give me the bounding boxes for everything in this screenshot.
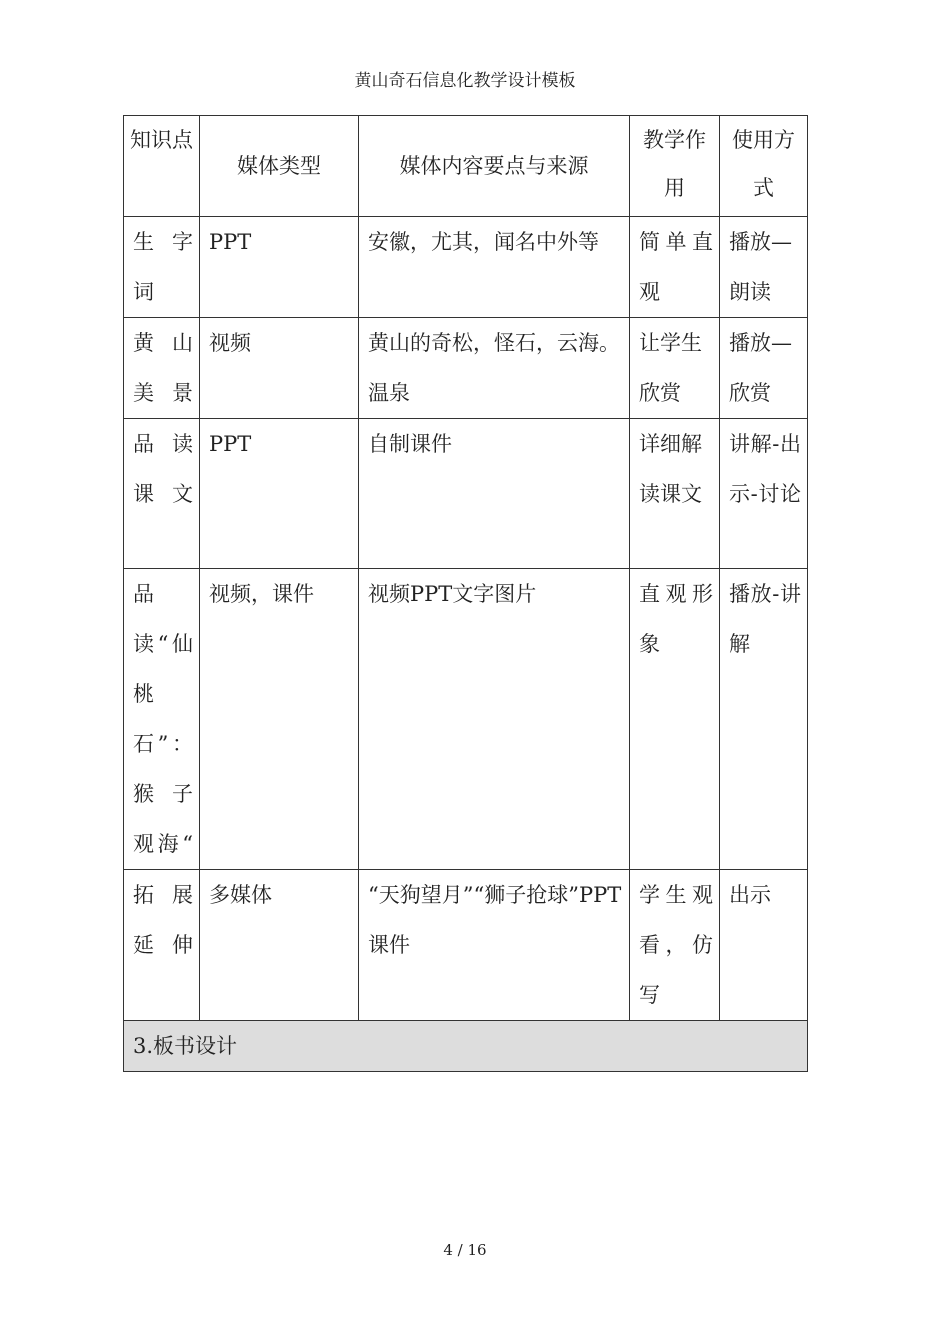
table-row <box>124 217 808 318</box>
cell-teaching-role: 让学生欣赏 <box>630 318 720 419</box>
table-row <box>124 318 808 419</box>
page-number: 4 / 16 <box>443 1241 487 1259</box>
cell-media-content: 视频PPT文字图片 <box>359 569 630 870</box>
cell-teaching-role: 学生观看，仿写 <box>630 870 720 1021</box>
table-row <box>124 419 808 569</box>
cell-media-content: 黄山的奇松，怪石，云海。温泉 <box>359 318 630 419</box>
cell-media-type: PPT <box>200 419 359 569</box>
section-heading-board-design: 3.板书设计 <box>124 1021 808 1072</box>
cell-media-content: 安徽，尤其，闻名中外等 <box>359 217 630 318</box>
header-teaching-role: 教学作用 <box>630 116 720 217</box>
cell-usage-method: 出示 <box>720 870 808 1021</box>
table-header-row <box>124 116 808 217</box>
header-usage-method: 使用方式 <box>720 116 808 217</box>
cell-media-type: 多媒体 <box>200 870 359 1021</box>
cell-teaching-role: 详细解读课文 <box>630 419 720 569</box>
cell-media-type: 视频，课件 <box>200 569 359 870</box>
header-media-type: 媒体类型 <box>200 116 359 217</box>
header-knowledge-point: 知识点 <box>124 116 200 217</box>
page-header-title: 黄山奇石信息化教学设计模板 <box>354 71 576 91</box>
cell-knowledge-point: 黄山美景 <box>124 318 200 419</box>
cell-usage-method: 讲解-出示-讨论 <box>720 419 808 569</box>
cell-media-type: PPT <box>200 217 359 318</box>
section-heading-row <box>124 1021 808 1072</box>
cell-media-content: 自制课件 <box>359 419 630 569</box>
header-media-content-source: 媒体内容要点与来源 <box>359 116 630 217</box>
cell-knowledge-point: 拓展延伸 <box>124 870 200 1021</box>
cell-knowledge-point: 品读课文 <box>124 419 200 569</box>
cell-teaching-role: 直观形象 <box>630 569 720 870</box>
cell-media-content: “天狗望月”“狮子抢球”PPT课件 <box>359 870 630 1021</box>
cell-usage-method: 播放—欣赏 <box>720 318 808 419</box>
cell-teaching-role: 简单直观 <box>630 217 720 318</box>
cell-usage-method: 播放—朗读 <box>720 217 808 318</box>
cell-media-type: 视频 <box>200 318 359 419</box>
table-row <box>124 870 808 1021</box>
cell-usage-method: 播放-讲解 <box>720 569 808 870</box>
table-row <box>124 569 808 870</box>
cell-knowledge-point: 生字词 <box>124 217 200 318</box>
cell-knowledge-point: 品读“仙桃石”：猴子观海“ <box>124 569 200 870</box>
media-usage-table <box>123 115 808 1072</box>
